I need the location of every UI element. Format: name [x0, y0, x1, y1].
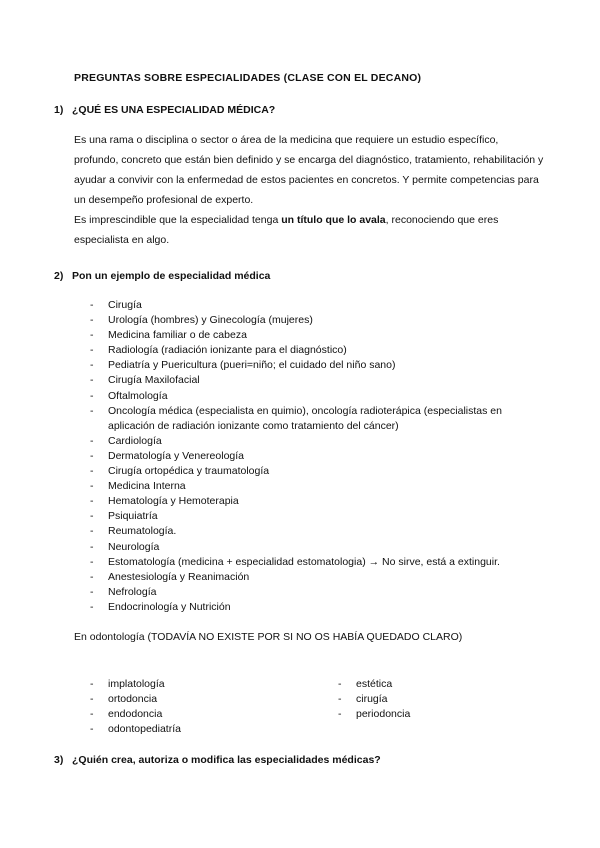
odontology-list-left — [74, 677, 181, 737]
specialty-item: - Medicina Interna — [74, 479, 534, 494]
odontology-item: - periodoncia — [322, 707, 410, 722]
specialty-item: - Neurología — [74, 540, 534, 555]
odontology-item: - cirugía — [322, 692, 410, 707]
question-1-answer — [74, 130, 544, 250]
specialty-item: - Dermatología y Venereología — [74, 449, 534, 464]
odontology-item: - implatología — [74, 677, 181, 692]
odontology-list-right — [322, 677, 410, 722]
specialty-item: - Anestesiología y Reanimación — [74, 570, 534, 585]
specialty-item: - Medicina familiar o de cabeza — [74, 328, 534, 343]
specialty-item: - Pediatría y Puericultura (pueri=niño; el cuidado del niño sano) — [74, 358, 534, 373]
specialty-item: - Endocrinología y Nutrición — [74, 600, 534, 615]
odontology-item: - ortodoncia — [74, 692, 181, 707]
specialty-item: - Estomatología (medicina + especialidad estomatologia) → No sirve, está a extinguir. — [74, 555, 534, 570]
document-title: PREGUNTAS SOBRE ESPECIALIDADES (CLASE CON EL DECANO) — [74, 72, 422, 84]
specialty-item: - Radiología (radiación ionizante para el diagnóstico) — [74, 343, 534, 358]
question-1-text: ¿QUÉ ES UNA ESPECIALIDAD MÉDICA? — [72, 104, 276, 116]
question-1 — [54, 104, 275, 116]
specialty-item: - Psiquiatría — [74, 509, 534, 524]
question-2 — [54, 270, 270, 282]
specialty-item: - Cirugía Maxilofacial — [74, 373, 534, 388]
emphasis-title: un título que lo avala — [281, 214, 386, 226]
specialty-item: - Urología (hombres) y Ginecología (mujeres) — [74, 313, 534, 328]
odontology-intro: En odontología (TODAVÍA NO EXISTE POR SI NO OS HABÍA QUEDADO CLARO) — [74, 631, 463, 643]
answer-paragraph-2: Es imprescindible que la especialidad tenga un título que lo avala, reconociendo que eres especialista en algo. — [74, 214, 499, 246]
question-2-number: 2) — [54, 270, 64, 282]
question-1-number: 1) — [54, 104, 64, 116]
specialty-item: - Cardiología — [74, 434, 534, 449]
question-2-text: Pon un ejemplo de especialidad médica — [72, 270, 271, 282]
odontology-item: - odontopediatría — [74, 722, 181, 737]
odontology-item: - estética — [322, 677, 410, 692]
question-3-text: ¿Quién crea, autoriza o modifica las especialidades médicas? — [72, 754, 381, 766]
specialty-item: - Oftalmología — [74, 389, 534, 404]
question-3 — [54, 754, 381, 766]
specialty-item: - Nefrología — [74, 585, 534, 600]
specialty-item: - Oncología médica (especialista en quimio), oncología radioterápica (especialistas en aplicación de radiación ionizante como tratamiento del cáncer) — [74, 404, 534, 434]
specialty-item: - Hematología y Hemoterapia — [74, 494, 534, 509]
specialty-item: - Reumatología. — [74, 524, 534, 539]
question-3-number: 3) — [54, 754, 64, 766]
specialty-item: - Cirugía ortopédica y traumatología — [74, 464, 534, 479]
specialties-list — [74, 298, 534, 615]
answer-paragraph-1: Es una rama o disciplina o sector o área de la medicina que requiere un estudio específico, profundo, concreto que están bien definido y se encarga del diagnóstico, tratamiento, rehabilitación y ayudar a convivir con la enfermedad de estos pacientes en concretos. Y permite competencias para un desempeño profesional de experto. — [74, 134, 544, 206]
odontology-item: - endodoncia — [74, 707, 181, 722]
specialty-item: - Cirugía — [74, 298, 534, 313]
